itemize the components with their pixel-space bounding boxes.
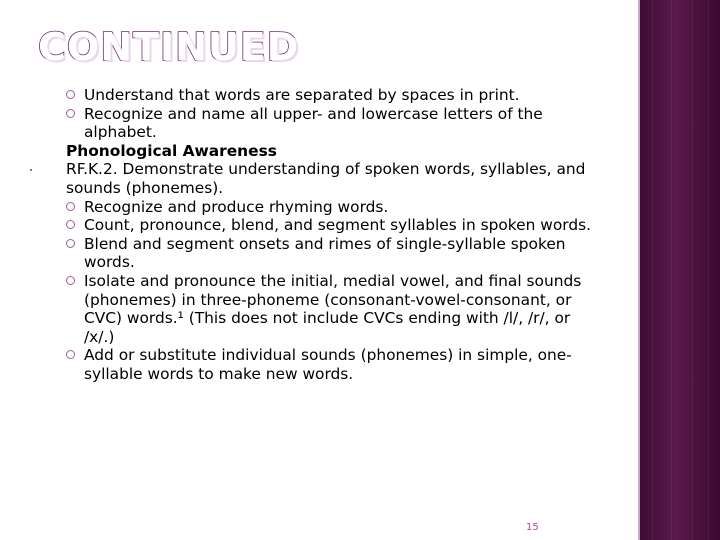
panel-stripe bbox=[692, 0, 693, 540]
list-item bbox=[66, 346, 594, 383]
list-item bbox=[66, 235, 594, 272]
circle-bullet-icon bbox=[66, 202, 75, 211]
list-item-text: Isolate and pronounce the initial, medial vowel, and final sounds (phonemes) in three-phoneme (consonant-vowel-consonant, or CVC) words.¹ (This does not include CVCs ending with /l/, /r/, or /x/.) bbox=[84, 271, 582, 346]
panel-stripe bbox=[708, 0, 709, 540]
circle-bullet-icon bbox=[66, 90, 75, 99]
panel-stripe bbox=[671, 0, 672, 540]
decorative-side-panel bbox=[640, 0, 720, 540]
circle-bullet-icon bbox=[66, 239, 75, 248]
list-item bbox=[66, 105, 594, 142]
dot-bullet-icon bbox=[30, 169, 32, 171]
list-item bbox=[66, 198, 594, 217]
circle-bullet-icon bbox=[66, 350, 75, 359]
list-item-text: Recognize and name all upper- and lowercase letters of the alphabet. bbox=[84, 104, 543, 142]
page-title: CONTINUED bbox=[38, 25, 300, 69]
page-number: 15 bbox=[526, 522, 539, 533]
section-heading: Phonological Awareness bbox=[66, 141, 277, 160]
list-item-text: Blend and segment onsets and rimes of single-syllable spoken words. bbox=[84, 234, 566, 272]
list-item bbox=[66, 86, 594, 105]
list-item-text: Count, pronounce, blend, and segment syllables in spoken words. bbox=[84, 216, 592, 235]
panel-stripe bbox=[652, 0, 653, 540]
list-item bbox=[66, 216, 594, 235]
list-item bbox=[66, 272, 594, 346]
circle-bullet-icon bbox=[66, 220, 75, 229]
list-item-text: Understand that words are separated by spaces in print. bbox=[84, 86, 520, 104]
circle-bullet-icon bbox=[66, 276, 75, 285]
circle-bullet-icon bbox=[66, 109, 75, 118]
slide-body bbox=[66, 86, 594, 384]
list-item-text: Recognize and produce rhyming words. bbox=[84, 197, 389, 216]
list-item-text: Add or substitute individual sounds (phonemes) in simple, one-syllable words to make new words. bbox=[84, 346, 572, 383]
standard-item bbox=[66, 160, 594, 197]
standard-text: RF.K.2. Demonstrate understanding of spoken words, syllables, and sounds (phonemes). bbox=[66, 160, 586, 197]
